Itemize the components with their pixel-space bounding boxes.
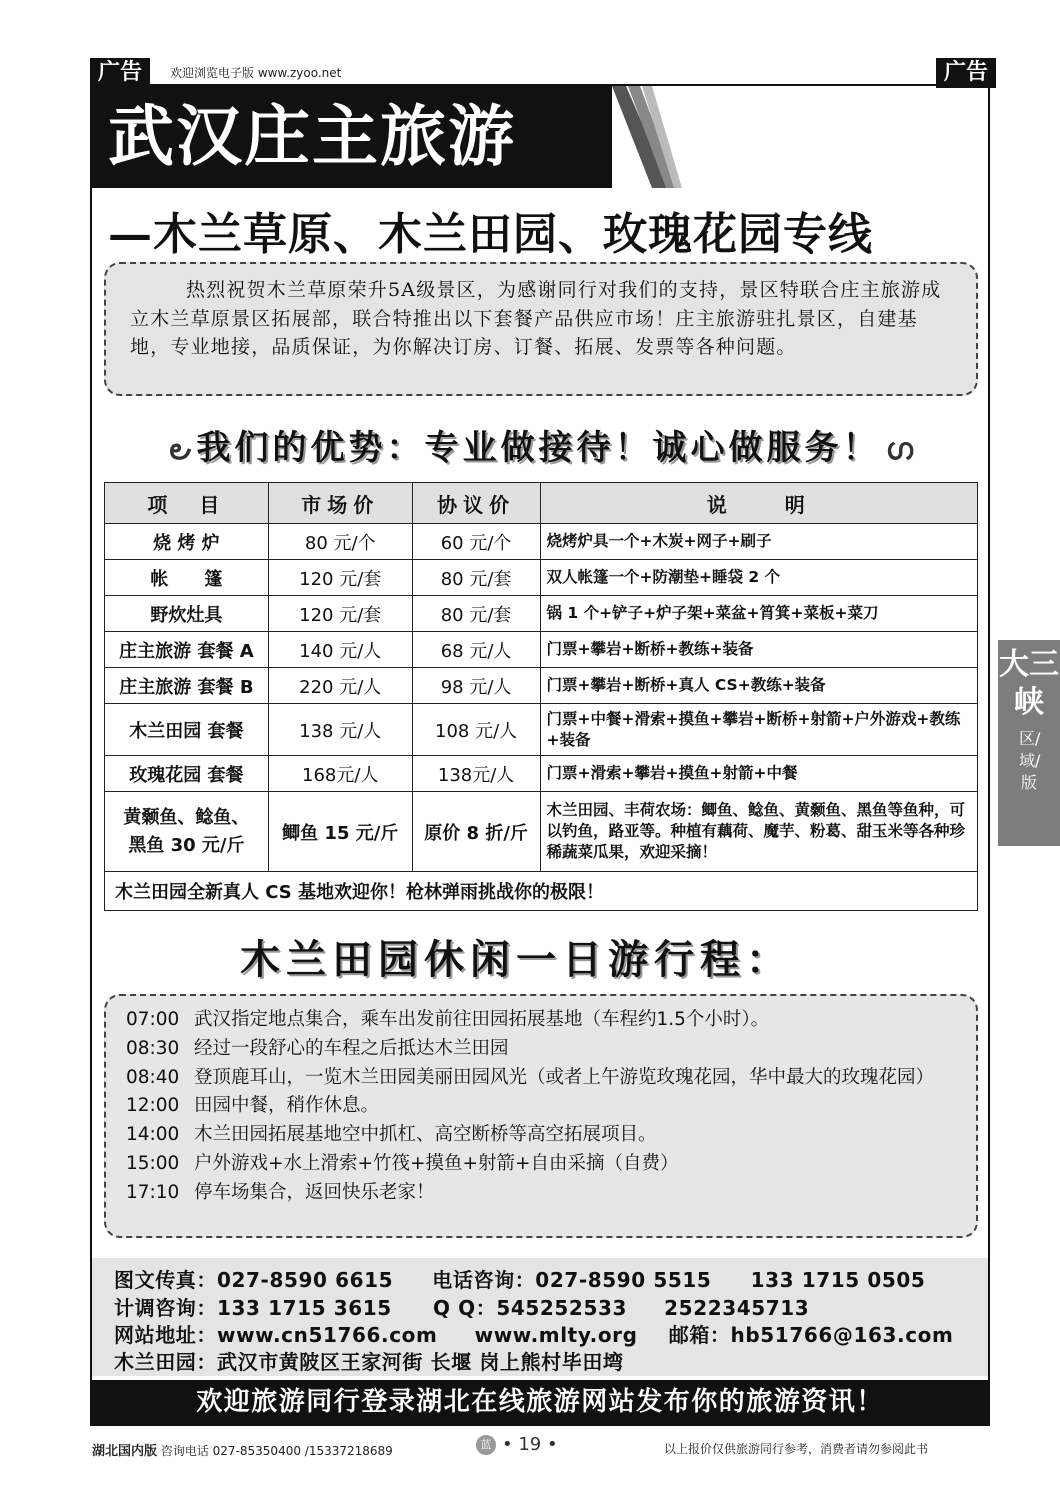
ad-label-right: 广告: [936, 58, 996, 88]
itinerary-text: 经过一段舒心的车程之后抵达木兰田园: [194, 1037, 509, 1059]
cell-market: 80 元/个: [268, 524, 412, 560]
price-table: [104, 482, 978, 911]
col-header-desc: 说 明: [540, 483, 977, 524]
cell-item: 玫瑰花园 套餐: [105, 756, 269, 792]
cell-desc: 门票+攀岩+断桥+真人 CS+教练+装备: [540, 668, 977, 704]
itinerary-text: 田园中餐，稍作休息。: [194, 1095, 380, 1117]
itinerary-item: [126, 1121, 958, 1150]
itinerary-item: [126, 1179, 958, 1208]
col-header-market: 市场价: [268, 483, 412, 524]
fax-label: 图文传真：: [114, 1268, 217, 1292]
cell-deal: 98 元/人: [412, 668, 540, 704]
fax-number: 027-8590 6615: [217, 1268, 394, 1292]
cell-market: 120 元/套: [268, 596, 412, 632]
itinerary-time: 15:00: [126, 1152, 180, 1174]
cell-desc: 门票+滑索+攀岩+摸鱼+射箭+中餐: [540, 756, 977, 792]
itinerary-time: 08:30: [126, 1037, 180, 1059]
contact-line-fax: [114, 1264, 925, 1293]
itinerary-box: [104, 994, 978, 1238]
itinerary-item: [126, 1006, 958, 1035]
phone-label: 电话咨询：: [432, 1268, 536, 1292]
itinerary-time: 17:10: [126, 1181, 180, 1203]
slogan: [96, 420, 986, 468]
cell-desc: 木兰田园、丰荷农场：鲫鱼、鲶鱼、黄颡鱼、黑鱼等鱼种，可以钓鱼，路亚等。种植有藕荷、魔芋、粉葛、甜玉米等各种珍稀蔬菜瓜果，欢迎采摘！: [540, 792, 977, 872]
itinerary-title: 木兰田园休闲一日游行程：: [240, 937, 792, 983]
itinerary-text: 户外游戏+水上滑索+竹筏+摸鱼+射箭+自由采摘（自费）: [194, 1152, 679, 1174]
contact-line-web: [114, 1319, 953, 1348]
intro-text: 热烈祝贺木兰草原荣升5A级景区，为感谢同行对我们的支持，景区特联合庄主旅游成立木兰草原景区拓展部，联合特推出以下套餐产品供应市场！庄主旅游驻扎景区，自建基地，专业地接，品质保证，为你解决订房、订餐、拓展、发票等各种问题。: [130, 279, 942, 358]
contact-line-dispatch: [114, 1292, 809, 1321]
cell-market: 168元/人: [268, 756, 412, 792]
table-row: [105, 668, 978, 704]
cell-deal: 138元/人: [412, 756, 540, 792]
cell-item: 烧 烤 炉: [105, 524, 269, 560]
subtitle: —木兰草原、木兰田园、玫瑰花园专线: [108, 209, 873, 260]
itinerary-text: 登顶鹿耳山，一览木兰田园美丽田园风光（或者上午游览玫瑰花园，华中最大的玫瑰花园）: [194, 1066, 935, 1088]
itinerary-item: [126, 1035, 958, 1064]
cell-desc: 门票+攀岩+断桥+教练+装备: [540, 632, 977, 668]
swirl-right-icon: ഗ: [885, 432, 913, 467]
contact-block: [92, 1258, 988, 1376]
cell-deal: 108 元/人: [412, 704, 540, 756]
cell-deal: 68 元/人: [412, 632, 540, 668]
table-row: [105, 704, 978, 756]
web-label: 网站地址：: [114, 1323, 217, 1347]
cell-item: 木兰田园 套餐: [105, 704, 269, 756]
qq-label: Q Q：: [432, 1296, 497, 1320]
dispatch-number: 133 1715 3615: [217, 1296, 392, 1320]
itinerary-time: 07:00: [126, 1009, 180, 1030]
email-link[interactable]: hb51766@163.com: [730, 1323, 954, 1347]
email-label: 邮箱：: [668, 1323, 731, 1347]
side-tab-subtitle: 区/域/版: [1019, 729, 1041, 792]
bottom-left-info: [92, 1440, 393, 1459]
side-tab[interactable]: [998, 640, 1060, 846]
table-row: [105, 560, 978, 596]
itinerary-time: 08:40: [126, 1066, 180, 1088]
cell-desc: 双人帐篷一个+防潮垫+睡袋 2 个: [540, 560, 977, 596]
page-badge-icon: 蓝: [476, 1435, 496, 1455]
table-header-row: [105, 483, 978, 524]
side-tab-title: 大三峡: [999, 647, 1059, 720]
site-url: 欢迎浏览电子版 www.zyoo.net: [170, 66, 342, 80]
cell-desc: 门票+中餐+滑索+摸鱼+攀岩+断桥+射箭+户外游戏+教练+装备: [540, 704, 977, 756]
address-label: 木兰田园：: [114, 1350, 217, 1374]
cell-market: 220 元/人: [268, 668, 412, 704]
table-row: [105, 792, 978, 872]
cell-market: 鲫鱼 15 元/斤: [268, 792, 412, 872]
table-row: [105, 524, 978, 560]
page-number: [476, 1434, 558, 1455]
address: 武汉市黄陂区王家河街 长堰 岗上熊村毕田塆: [217, 1350, 624, 1374]
cell-desc: 锅 1 个+铲子+炉子架+菜盆+筲箕+菜板+菜刀: [540, 596, 977, 632]
cell-market: 120 元/套: [268, 560, 412, 596]
section-name: 湖北国内版: [92, 1444, 158, 1459]
itinerary-time: 14:00: [126, 1124, 180, 1146]
footer-banner: 欢迎旅游同行登录湖北在线旅游网站发布你的旅游资讯！: [92, 1380, 988, 1424]
cell-deal: 80 元/套: [412, 560, 540, 596]
itinerary-item: [126, 1150, 958, 1179]
col-header-deal: 协议价: [412, 483, 540, 524]
cell-deal: 原价 8 折/斤: [412, 792, 540, 872]
cell-deal: 80 元/套: [412, 596, 540, 632]
qq-number-1: 545252533: [496, 1296, 627, 1320]
table-row: [105, 756, 978, 792]
cell-market: 138 元/人: [268, 704, 412, 756]
cell-item: 野炊灶具: [105, 596, 269, 632]
cell-item: 庄主旅游 套餐 A: [105, 632, 269, 668]
website-link-2[interactable]: www.mlty.org: [474, 1323, 638, 1347]
ad-label-left: 广告: [90, 58, 150, 88]
cell-item: 帐 篷: [105, 560, 269, 596]
page-number-text: • 19 •: [502, 1434, 558, 1455]
disclaimer: 以上报价仅供旅游同行参考，消费者请勿参阅此书: [664, 1442, 929, 1456]
col-header-item: 项 目: [105, 483, 269, 524]
intro-box: [104, 262, 978, 396]
slogan-text: 我们的优势：专业做接待！诚心做服务！: [196, 428, 881, 468]
dispatch-label: 计调咨询：: [114, 1296, 217, 1320]
qq-number-2: 2522345713: [664, 1296, 810, 1320]
table-row: [105, 632, 978, 668]
mobile-number: 133 1715 0505: [750, 1268, 926, 1292]
itinerary-item: [126, 1092, 958, 1121]
hotline: 咨询电话 027-85350400 /15337218689: [160, 1444, 393, 1458]
itinerary-text: 武汉指定地点集合，乘车出发前往田园拓展基地（车程约1.5个小时）。: [194, 1009, 770, 1030]
table-note: 木兰田园全新真人 CS 基地欢迎你！枪林弹雨挑战你的极限！: [105, 872, 978, 911]
table-note-row: [105, 872, 978, 911]
itinerary-text: 停车场集合，返回快乐老家！: [194, 1181, 435, 1203]
cell-item: 庄主旅游 套餐 B: [105, 668, 269, 704]
website-link-1[interactable]: www.cn51766.com: [217, 1323, 438, 1347]
cell-deal: 60 元/个: [412, 524, 540, 560]
swirl-left-icon: ౿: [169, 432, 192, 467]
table-row: [105, 596, 978, 632]
cell-market: 140 元/人: [268, 632, 412, 668]
cell-item: 黄颡鱼、鲶鱼、黑鱼 30 元/斤: [105, 792, 269, 872]
itinerary-time: 12:00: [126, 1095, 180, 1117]
phone-number: 027-8590 5515: [535, 1268, 712, 1292]
cell-desc: 烧烤炉具一个+木炭+网子+刷子: [540, 524, 977, 560]
itinerary-item: [126, 1064, 958, 1093]
itinerary-text: 木兰田园拓展基地空中抓杠、高空断桥等高空拓展项目。: [194, 1124, 657, 1146]
page-title: 武汉庄主旅游: [108, 97, 516, 175]
contact-line-address: [114, 1346, 624, 1375]
